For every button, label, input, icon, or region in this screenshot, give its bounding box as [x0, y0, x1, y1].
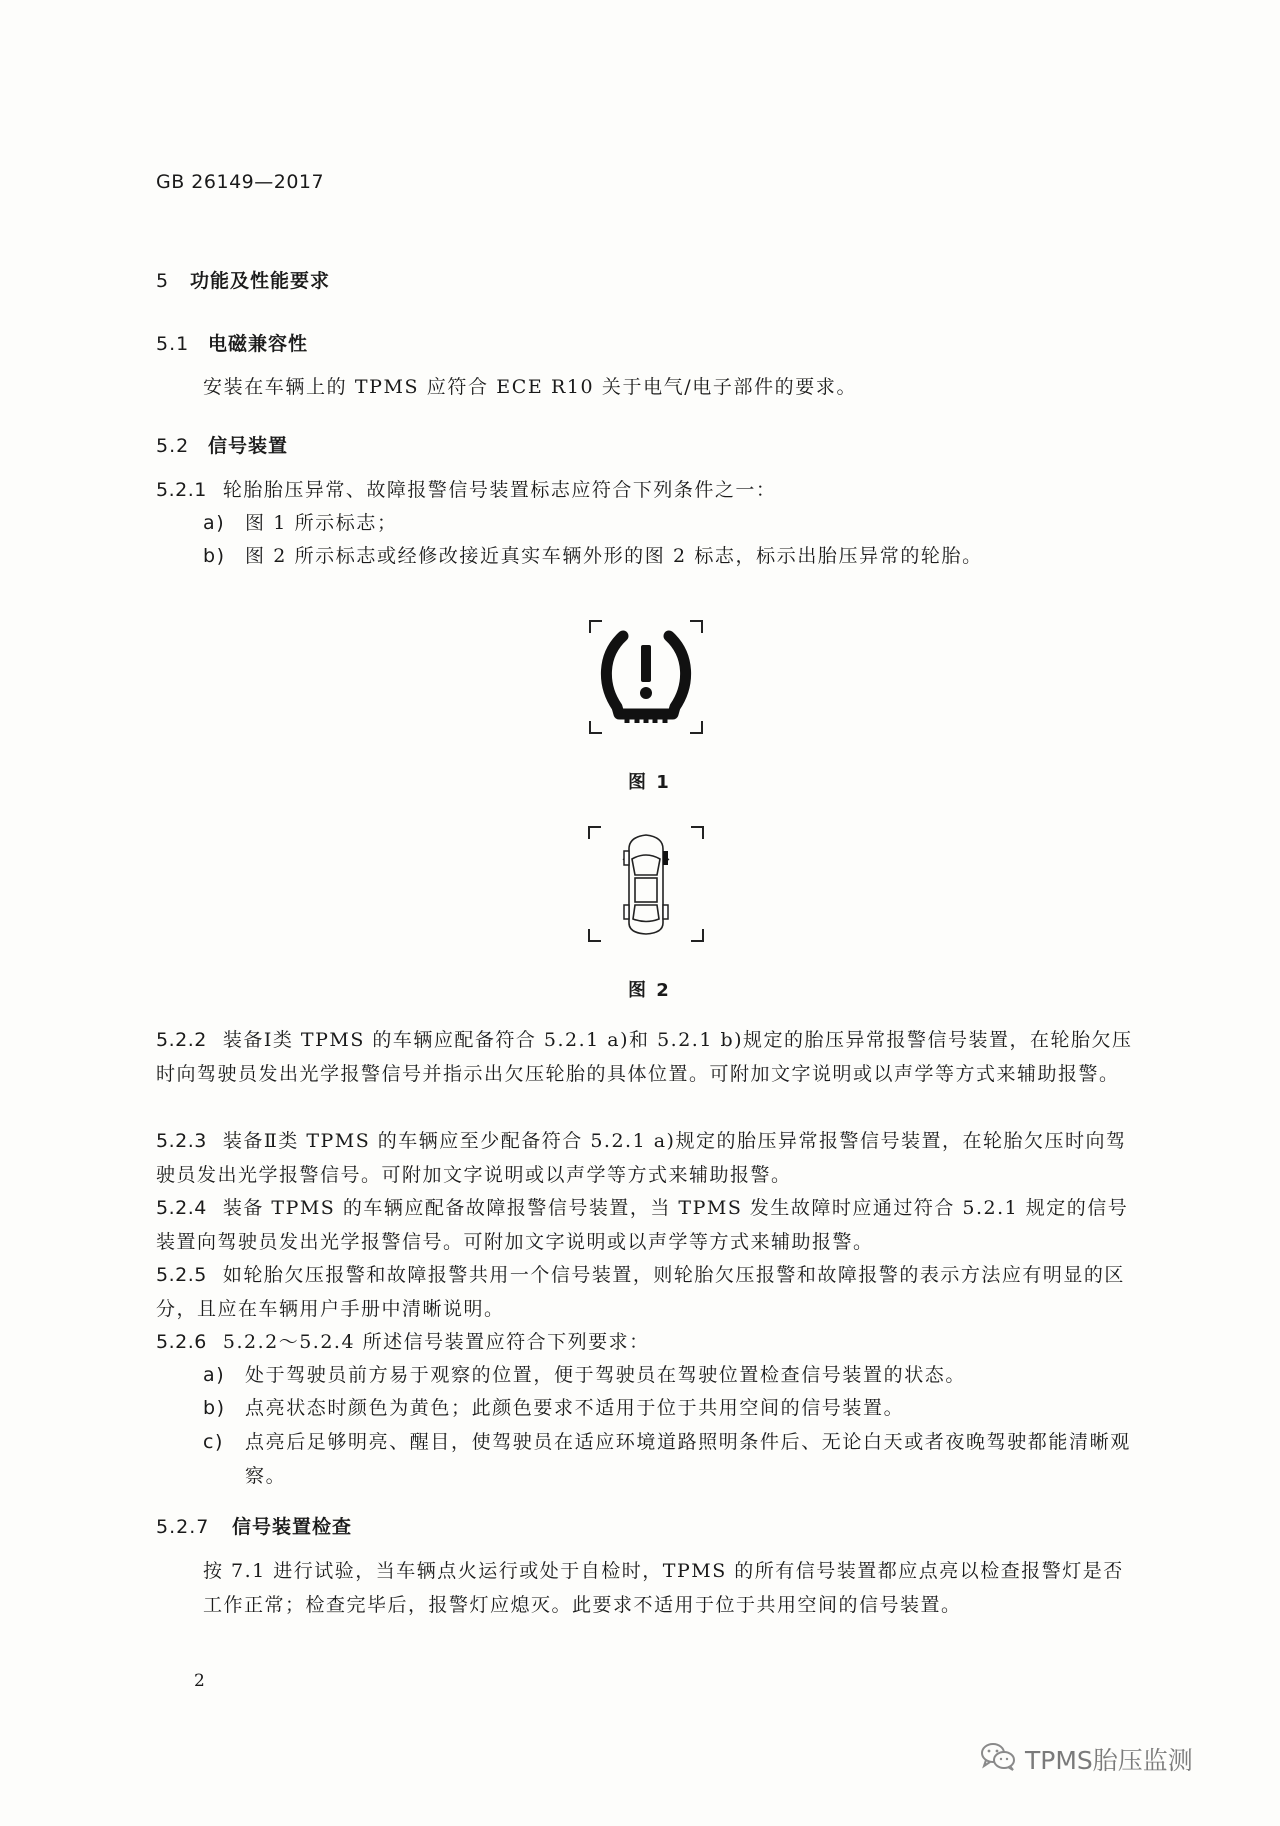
clause-5-2-4 [156, 1191, 1140, 1259]
list-item [203, 539, 983, 573]
clause-text: 装备Ⅰ类 TPMS 的车辆应配备符合 5.2.1 a)和 5.2.1 b)规定的胎压异常报警信号装置，在轮胎欠压时向驾驶员发出光学报警信号并指示出欠压轮胎的具体位置。可附加文字说明或以声学等方式来辅助报警。 [156, 1029, 1133, 1085]
watermark-text: TPMS胎压监测 [1025, 1746, 1193, 1775]
page-number: 2 [194, 1671, 205, 1691]
section-5-1-heading [156, 329, 308, 356]
list-text: 处于驾驶员前方易于观察的位置，便于驾驶员在驾驶位置检查信号装置的状态。 [245, 1364, 967, 1386]
clause-number: 5.2.3 [156, 1130, 207, 1152]
clause-number: 5.2.2 [156, 1029, 207, 1051]
clause-text: 装备Ⅱ类 TPMS 的车辆应至少配备符合 5.2.1 a)规定的胎压异常报警信号装置，在轮胎欠压时向驾驶员发出光学报警信号。可附加文字说明或以声学等方式来辅助报警。 [156, 1130, 1127, 1186]
section-number: 5 [156, 270, 170, 292]
clause-text: 轮胎胎压异常、故障报警信号装置标志应符合下列条件之一： [222, 479, 777, 501]
list-text: 图 2 所示标志或经修改接近真实车辆外形的图 2 标志，标示出胎压异常的轮胎。 [245, 545, 983, 567]
list-marker: a) [203, 1364, 226, 1386]
list-marker: b) [203, 545, 226, 567]
section-5-2-heading [156, 431, 288, 458]
clause-5-2-2 [156, 1023, 1140, 1091]
section-5-1-body: 安装在车辆上的 TPMS 应符合 ECE R10 关于电气/电子部件的要求。 [203, 376, 858, 398]
clause-text: 装备 TPMS 的车辆应配备故障报警信号装置，当 TPMS 发生故障时应通过符合 5.2.1 规定的信号装置向驾驶员发出光学报警信号。可附加文字说明或以声学等方式来辅助报警。 [156, 1197, 1129, 1253]
figure-1-caption: 图 1 [628, 772, 671, 793]
section-title: 电磁兼容性 [208, 333, 309, 355]
section-5-2-7-body: 按 7.1 进行试验，当车辆点火运行或处于自检时，TPMS 的所有信号装置都应点亮以检查报警灯是否工作正常；检查完毕后，报警灯应熄灭。此要求不适用于位于共用空间的信号装置。 [203, 1560, 1124, 1616]
clause-5-2-3 [156, 1124, 1140, 1192]
wechat-icon [980, 1742, 1016, 1772]
figure-1-tpms-warning-icon [588, 619, 704, 735]
section-title: 功能及性能要求 [190, 270, 331, 292]
figure-2-car-icon [587, 825, 705, 943]
standard-code: GB 26149—2017 [156, 171, 325, 193]
list-marker: b) [203, 1397, 226, 1419]
section-title: 信号装置检查 [232, 1516, 353, 1538]
clause-5-2-5 [156, 1258, 1140, 1326]
list-item [203, 1358, 966, 1392]
section-title: 信号装置 [208, 435, 289, 457]
section-number: 5.2 [156, 435, 190, 457]
clause-number: 5.2.5 [156, 1264, 207, 1286]
clause-number: 5.2.6 [156, 1331, 207, 1353]
list-text: 点亮后足够明亮、醒目，使驾驶员在适应环境道路照明条件后、无论白天或者夜晚驾驶都能清晰观察。 [245, 1431, 1131, 1487]
section-number: 5.2.7 [156, 1516, 210, 1538]
section-number: 5.1 [156, 333, 190, 355]
list-text: 点亮状态时颜色为黄色；此颜色要求不适用于位于共用空间的信号装置。 [245, 1397, 905, 1419]
list-text: 图 1 所示标志； [245, 512, 398, 534]
clause-text: 如轮胎欠压报警和故障报警共用一个信号装置，则轮胎欠压报警和故障报警的表示方法应有明显的区分，且应在车辆用户手册中清晰说明。 [156, 1264, 1125, 1320]
list-item [203, 1391, 904, 1425]
clause-number: 5.2.4 [156, 1197, 207, 1219]
clause-number: 5.2.1 [156, 479, 207, 501]
clause-5-2-6 [156, 1325, 1140, 1359]
clause-5-2-1 [156, 473, 1140, 507]
section-5-2-7-heading [156, 1512, 352, 1539]
list-marker: a) [203, 512, 226, 534]
figure-2-caption: 图 2 [628, 980, 671, 1001]
list-marker: c) [203, 1431, 225, 1453]
section-5-heading [156, 266, 330, 293]
list-item [203, 1425, 1140, 1493]
clause-text: 5.2.2～5.2.4 所述信号装置应符合下列要求： [222, 1331, 650, 1353]
list-item [203, 506, 398, 540]
